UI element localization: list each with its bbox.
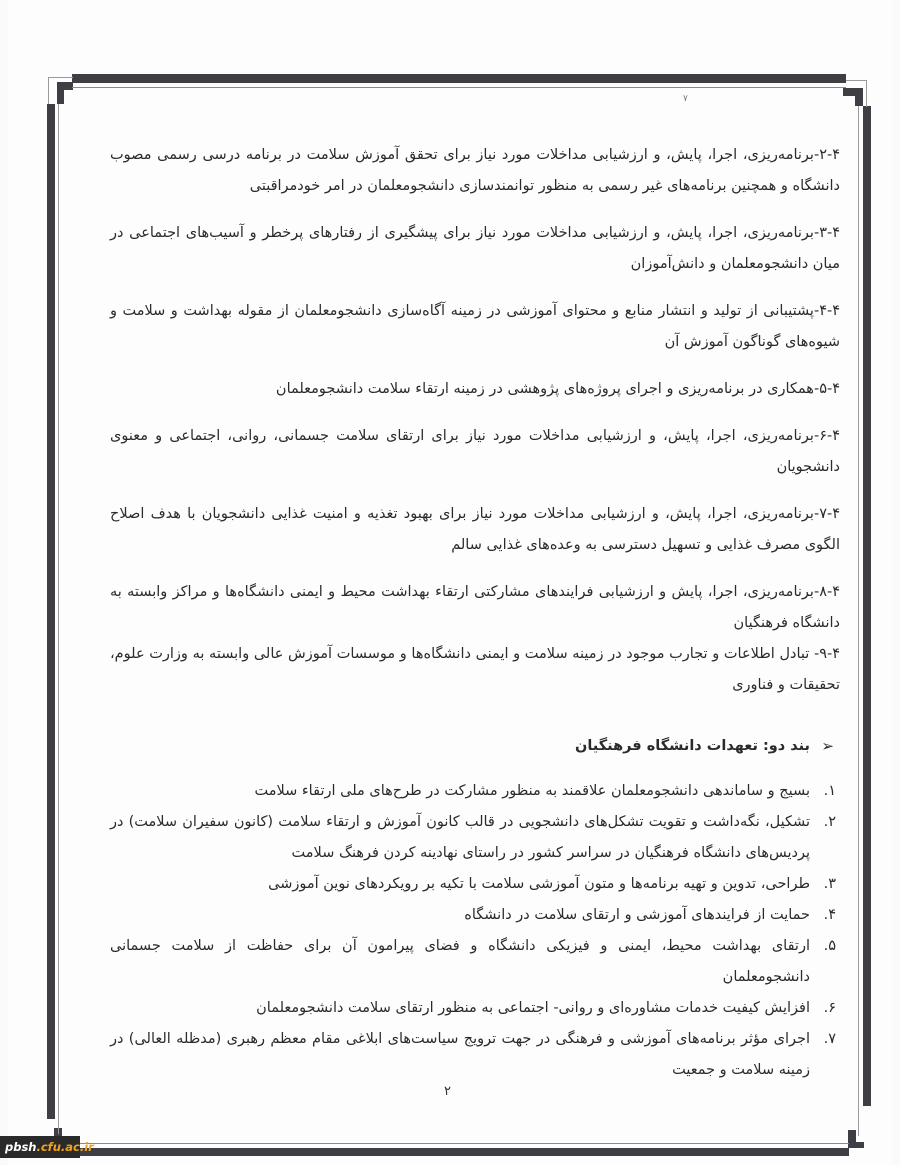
list-item-text: طراحی، تدوین و تهیه برنامه‌ها و متون آموزشی سلامت با تکیه بر رویکردهای نوین آموزشی	[268, 876, 810, 892]
list-number: ۳.	[823, 876, 836, 892]
list-item-text: بسیج و ساماندهی دانشجومعلمان علاقمند به منظور مشارکت در طرح‌های ملی ارتقاء سلامت	[254, 783, 810, 799]
list-item	[110, 869, 840, 900]
frame-inner-line	[58, 104, 59, 1134]
section-heading	[110, 731, 840, 762]
list-item-text: ارتقای بهداشت محیط، ایمنی و فیزیکی دانشگاه و فضای پیرامون آن برای حفاظت از سلامت جسمانی دانشجومعلمان	[110, 938, 810, 985]
clause-4-7: ۷-۴-برنامه‌ریزی، اجرا، پایش، و ارزشیابی مداخلات مورد نیاز برای بهبود تغذیه و امنیت غذایی دانشجویان با هدف اصلاح الگوی مصرف غذایی و تسهیل دسترسی به وعده‌های غذایی سالم	[110, 506, 840, 553]
list-number: ۵.	[823, 938, 836, 954]
page-number: ۲	[444, 1084, 451, 1099]
section-heading-text: بند دو: تعهدات دانشگاه فرهنگیان	[574, 738, 810, 754]
clause-4-6: ۶-۴-برنامه‌ریزی، اجرا، پایش، و ارزشیابی مداخلات مورد نیاز برای ارتقای سلامت جسمانی، روانی، اجتماعی و معنوی دانشجویان	[110, 428, 840, 475]
frame-outer-line	[846, 80, 867, 107]
clause-4-5: ۵-۴-همکاری در برنامه‌ریزی و اجرای پروژه‌های پژوهشی در زمینه ارتقاء سلامت دانشجومعلمان	[275, 381, 840, 397]
frame-corner-bottom-right	[848, 1142, 864, 1148]
clause-4-2: ۲-۴-برنامه‌ریزی، اجرا، پایش، و ارزشیابی مداخلات مورد نیاز برای تحقق آموزش سلامت در برنامه درسی رسمی مصوب دانشگاه و همچنین برنامه‌های غیر رسمی به منظور توانمندسازی دانشجومعلمان در امر خودمراقبتی	[110, 147, 840, 194]
list-item	[110, 807, 840, 869]
site-watermark	[0, 1136, 94, 1158]
watermark-prefix: pbsh	[5, 1140, 37, 1154]
document-body	[110, 140, 840, 1086]
list-number: ۴.	[823, 907, 836, 923]
clause-4-8: ۸-۴-برنامه‌ریزی، اجرا، پایش و ارزشیابی فرایندهای مشارکتی ارتقاء بهداشت محیط و ایمنی دانشگاه‌ها و مراکز وابسته به دانشگاه فرهنگیان	[110, 584, 840, 631]
scan-mark: ٧	[683, 94, 688, 104]
frame-inner-line	[858, 106, 859, 1136]
list-number: ۲.	[823, 814, 836, 830]
clause-4-4: ۴-۴-پشتیبانی از تولید و انتشار منابع و محتوای آموزشی در زمینه آگاه‌سازی دانشجومعلمان از مقوله بهداشت و سلامت و شیوه‌های گوناگون آموزش آن	[110, 303, 840, 350]
frame-inner-line	[72, 87, 846, 88]
frame-inner-line	[78, 1143, 849, 1144]
arrow-bullet-icon: ➢	[821, 737, 834, 755]
list-item	[110, 993, 840, 1024]
watermark-domain: .cfu.ac.ir	[36, 1140, 94, 1154]
list-item	[110, 1024, 840, 1086]
frame-left-border	[47, 104, 55, 1119]
frame-right-border	[863, 106, 871, 1106]
commitments-list	[110, 776, 840, 1086]
frame-outer-line	[48, 77, 73, 104]
list-number: ۶.	[823, 1000, 836, 1016]
frame-top-border	[72, 74, 846, 83]
list-item-text: تشکیل، نگه‌داشت و تقویت تشکل‌های دانشجویی در قالب کانون آموزش و ارتقاء سلامت (کانون سفیران سلامت) در پردیس‌های دانشگاه فرهنگیان در سراسر کشور در راستای نهادینه کردن فرهنگ سلامت	[110, 814, 810, 861]
list-item	[110, 931, 840, 993]
clause-4-9: ۹-۴- تبادل اطلاعات و تجارب موجود در زمینه سلامت و ایمنی دانشگاه‌ها و موسسات آموزش عالی وابسته به وزارت علوم، تحقیقات و فناوری	[110, 646, 840, 693]
list-number: ۷.	[823, 1031, 836, 1047]
list-item	[110, 900, 840, 931]
list-item-text: اجرای مؤثر برنامه‌های آموزشی و فرهنگی در جهت ترویج سیاست‌های ابلاغی مقام معظم رهبری (مدظله العالی) در زمینه سلامت و جمعیت	[110, 1031, 810, 1078]
list-item-text: حمایت از فرایندهای آموزشی و ارتقای سلامت در دانشگاه	[464, 907, 810, 923]
list-number: ۱.	[823, 783, 836, 799]
clause-4-3: ۳-۴-برنامه‌ریزی، اجرا، پایش، و ارزشیابی مداخلات مورد نیاز برای پیشگیری از رفتارهای پرخطر و آسیب‌های اجتماعی در میان دانشجومعلمان و دانش‌آموزان	[110, 225, 840, 272]
list-item	[110, 776, 840, 807]
list-item-text: افزایش کیفیت خدمات مشاوره‌ای و روانی- اجتماعی به منظور ارتقای سلامت دانشجومعلمان	[256, 1000, 810, 1016]
frame-bottom-border	[78, 1148, 849, 1156]
